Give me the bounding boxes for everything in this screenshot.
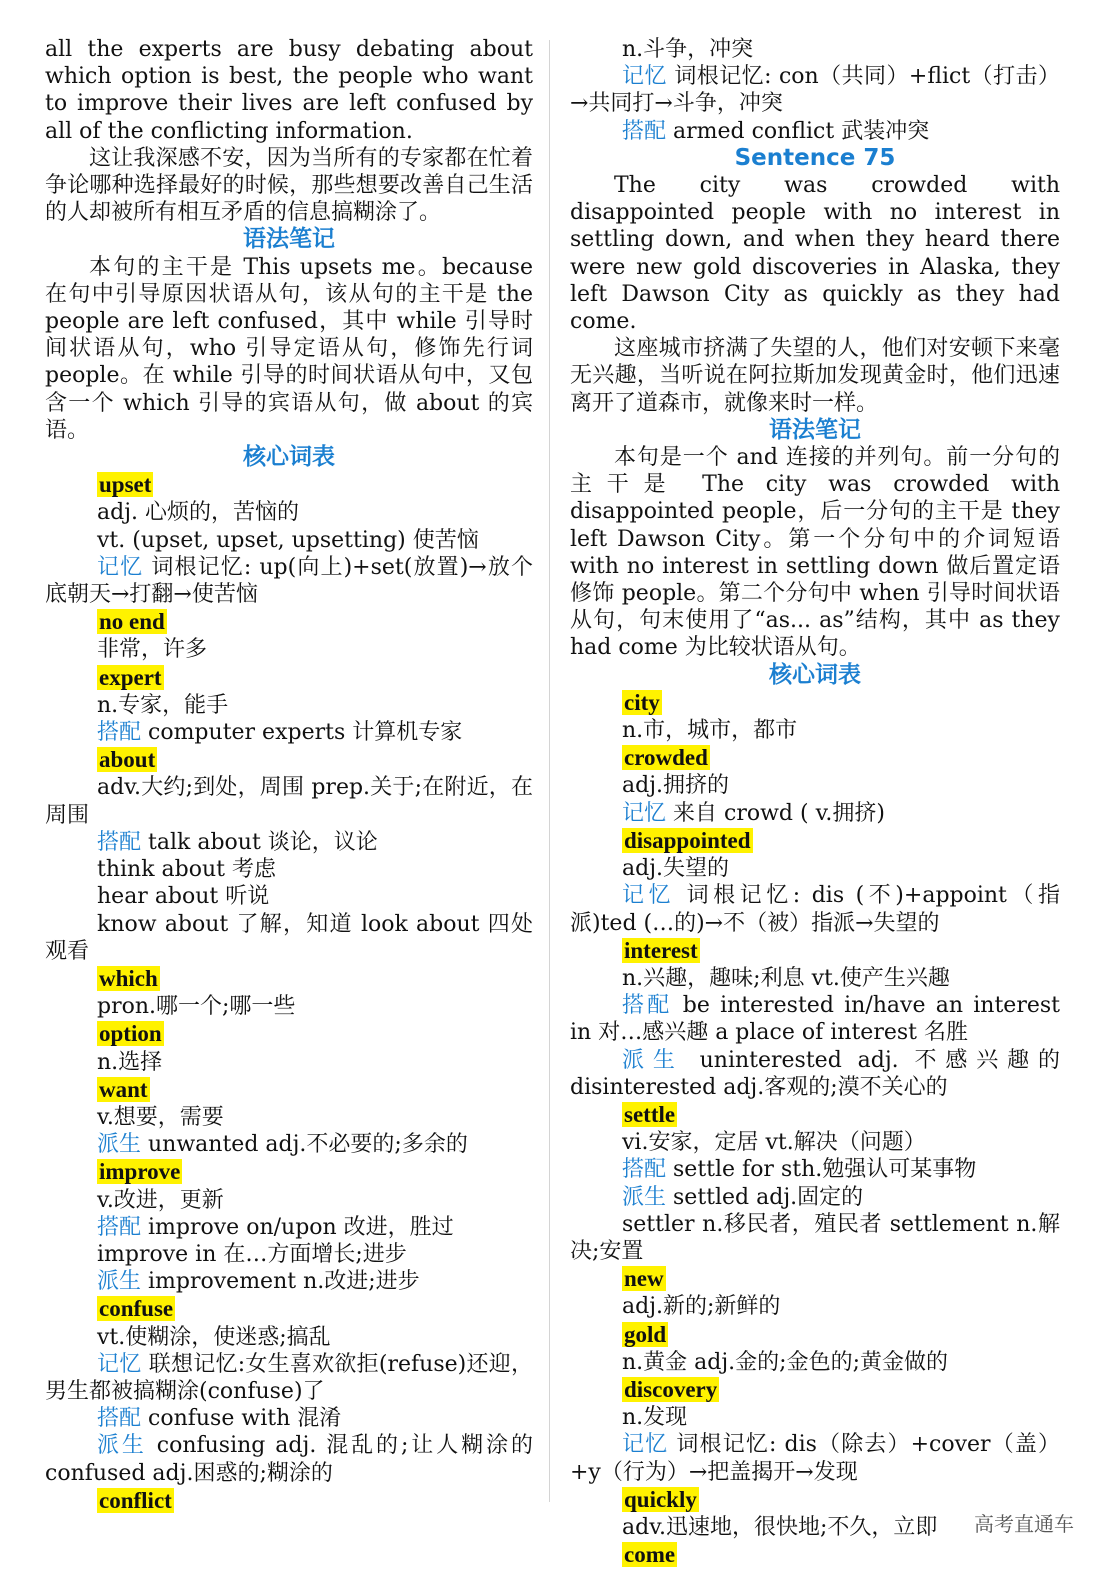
- grammar-notes-heading: 语法笔记: [769, 416, 861, 443]
- vocab-definition: n.黄金 adj.金的;金色的;黄金做的: [622, 1349, 948, 1375]
- sentence-heading: Sentence 75: [734, 144, 896, 171]
- vocab-definition: n.选择: [97, 1049, 163, 1075]
- core-vocab-heading: 核心词表: [769, 661, 861, 688]
- collocation-tag: 搭配: [97, 1214, 142, 1240]
- vocab-memory-note: 记忆 词根记忆: dis (不)+appoint（指派)ted (…的)→不（被）指派→失望的: [570, 883, 1060, 936]
- collocation-tag: 搭配: [622, 1157, 667, 1183]
- right-column: [570, 36, 1060, 1569]
- vocab-word-expert: expert: [99, 664, 162, 690]
- vocab-word-come: come: [624, 1542, 676, 1568]
- grammar-notes-heading: 语法笔记: [243, 226, 335, 253]
- vocab-definition: 非常，许多: [97, 637, 208, 663]
- derivative-tag: 派生: [622, 1047, 684, 1073]
- vocab-collocation: 搭配 computer experts 计算机专家: [97, 720, 463, 746]
- vocab-definition: n.市，城市，都市: [622, 718, 798, 744]
- vocab-collocation: 搭配 be interested in/have an interest in 对…感兴趣 a place of interest 名胜: [570, 993, 1060, 1046]
- vocab-definition: pron.哪一个;哪一些: [97, 994, 296, 1020]
- vocab-definition: v.改进，更新: [97, 1187, 224, 1213]
- vocab-derivative: 派生 confusing adj. 混乱的;让人糊涂的 confused adj.困惑的;糊涂的: [45, 1433, 533, 1486]
- derivative-tag: 派生: [622, 1184, 667, 1210]
- derivative-tag: 派生: [97, 1269, 142, 1295]
- collocation-tag: 搭配: [622, 993, 673, 1019]
- vocab-definition: n.专家，能手: [97, 692, 229, 718]
- vocab-definition: vt. (upset, upset, upsetting) 使苦恼: [97, 527, 479, 553]
- vocab-collocation: hear about 听说: [97, 884, 270, 910]
- vocab-collocation: think about 考虑: [97, 857, 276, 883]
- vocab-word-quickly: quickly: [624, 1486, 697, 1512]
- vocab-derivative: 派生 uninterested adj. 不感兴趣的 disinterested adj.客观的;漠不关心的: [570, 1047, 1060, 1100]
- vocab-word-new: new: [624, 1266, 664, 1292]
- memory-tag: 记忆: [622, 1432, 669, 1458]
- vocab-word-settle: settle: [624, 1101, 676, 1127]
- core-vocab-heading: 核心词表: [243, 444, 335, 471]
- vocab-definition: adj.新的;新鲜的: [622, 1294, 781, 1320]
- vocab-definition: adj.拥挤的: [622, 773, 730, 799]
- memory-tag: 记忆: [97, 554, 144, 580]
- vocab-definition: adv.迅速地，很快地;不久，立即: [622, 1514, 938, 1540]
- vocab-derivative: settler n.移民者，殖民者 settlement n.解决;安置: [570, 1211, 1060, 1264]
- memory-tag: 记忆: [622, 64, 667, 90]
- column-divider: [549, 40, 550, 1502]
- left-column: [45, 36, 533, 1515]
- vocab-memory-note: 记忆 联想记忆:女生喜欢欲拒(refuse)还迎，男生都被搞糊涂(confuse)了: [45, 1351, 533, 1404]
- derivative-tag: 派生: [97, 1132, 142, 1158]
- vocab-collocation: 搭配 talk about 谈论，议论: [97, 829, 378, 855]
- collocation-tag: 搭配: [97, 720, 142, 746]
- vocab-word-discovery: discovery: [624, 1376, 718, 1402]
- collocation-tag: 搭配: [97, 829, 142, 855]
- vocab-collocation: 搭配 confuse with 混淆: [97, 1406, 342, 1432]
- memory-tag: 记忆: [97, 1351, 142, 1377]
- footer-watermark: 高考直通车: [974, 1512, 1074, 1536]
- vocab-word-conflict: conflict: [99, 1487, 172, 1513]
- vocab-collocation: 搭配 armed conflict 武装冲突: [622, 118, 930, 144]
- vocab-definition: adj.失望的: [622, 856, 730, 882]
- vocab-word-about: about: [99, 747, 156, 773]
- vocab-word-want: want: [99, 1076, 148, 1102]
- vocab-memory-note: 记忆 词根记忆: dis（除去）+cover（盖）+y（行为）→把盖揭开→发现: [570, 1432, 1060, 1485]
- vocab-word-interest: interest: [624, 937, 698, 963]
- derivative-tag: 派生: [97, 1433, 147, 1459]
- vocab-definition: vi.安家，定居 vt.解决（问题）: [622, 1130, 926, 1156]
- vocab-word-gold: gold: [624, 1321, 667, 1347]
- vocab-word-no-end: no end: [99, 609, 165, 635]
- vocab-derivative: 派生 unwanted adj.不必要的;多余的: [97, 1132, 468, 1158]
- vocab-word-crowded: crowded: [624, 745, 708, 771]
- memory-tag: 记忆: [622, 800, 667, 826]
- vocab-memory-note: 记忆 来自 crowd ( v.拥挤): [622, 800, 885, 826]
- sentence-english: all the experts are busy debating about which option is best, the people who want to improve their lives are left confused by all of the conflicting information.: [45, 37, 533, 144]
- vocab-derivative: 派生 improvement n.改进;进步: [97, 1269, 420, 1295]
- sentence-translation: 这让我深感不安，因为当所有的专家都在忙着争论哪种选择最好的时候，那些想要改善自己生活的人却被所有相互矛盾的信息搞糊涂了。: [45, 145, 533, 226]
- grammar-notes-text: 本句的主干是 This upsets me。because 在句中引导原因状语从句，该从句的主干是 the people are left confused，其中 while 引导时间状语从句，who 引导定语从句，修饰先行词 people。在 while 引导的时间状语从句中，又包含一个 which 引导的宾语从句，做 about 的宾语。: [45, 254, 533, 443]
- grammar-notes-text: 本句是一个 and 连接的并列句。前一分句的主干是 The city was crowded with disappointed people，后一分句的主干是 they left Dawson City。第一个分句中的介词短语 with no interest in settling down 做后置定语修饰 people。第二个分句中 when 引导时间状语从句，句末使用了“as... as”结构，其中 as they had come 为比较状语从句。: [570, 445, 1060, 661]
- memory-tag: 记忆: [622, 883, 676, 909]
- vocab-definition: v.想要，需要: [97, 1104, 224, 1130]
- vocab-collocation: know about 了解，知道 look about 四处观看: [45, 911, 533, 964]
- vocab-word-improve: improve: [99, 1159, 181, 1185]
- vocab-word-which: which: [99, 965, 158, 991]
- vocab-definition: n.斗争，冲突: [622, 37, 754, 62]
- sentence-english: The city was crowded with disappointed people with no interest in settling down, and when they heard there were new gold discoveries in Alaska, they left Dawson City as quickly as they had come.: [570, 173, 1060, 335]
- vocab-definition: n.兴趣，趣味;利息 vt.使产生兴趣: [622, 965, 950, 991]
- vocab-definition: adv.大约;到处，周围 prep.关于;在附近，在周围: [45, 775, 533, 828]
- collocation-tag: 搭配: [97, 1406, 142, 1432]
- vocab-collocation: 搭配 improve on/upon 改进，胜过: [97, 1214, 454, 1240]
- vocab-definition: n.发现: [622, 1405, 688, 1431]
- vocab-word-confuse: confuse: [99, 1296, 174, 1322]
- vocab-collocation: improve in 在…方面增长;进步: [97, 1241, 407, 1267]
- vocab-word-city: city: [624, 689, 660, 715]
- vocab-memory-note: 记忆 词根记忆: up(向上)+set(放置)→放个底朝天→打翻→使苦恼: [45, 554, 533, 608]
- vocab-definition: vt.使糊涂，使迷惑;搞乱: [97, 1324, 331, 1350]
- vocab-word-option: option: [99, 1021, 162, 1047]
- vocab-word-disappointed: disappointed: [624, 827, 751, 853]
- vocab-derivative: 派生 settled adj.固定的: [622, 1184, 864, 1210]
- vocab-word-upset: upset: [99, 472, 152, 498]
- sentence-translation: 这座城市挤满了失望的人，他们对安顿下来毫无兴趣，当听说在阿拉斯加发现黄金时，他们迅速离开了道森市，就像来时一样。: [570, 336, 1060, 416]
- vocab-collocation: 搭配 settle for sth.勉强认可某事物: [622, 1157, 977, 1183]
- vocab-definition: adj. 心烦的，苦恼的: [97, 500, 300, 526]
- vocab-memory-note: 记忆 词根记忆: con（共同）+flict（打击）→共同打→斗争，冲突: [570, 64, 1060, 117]
- collocation-tag: 搭配: [622, 118, 667, 144]
